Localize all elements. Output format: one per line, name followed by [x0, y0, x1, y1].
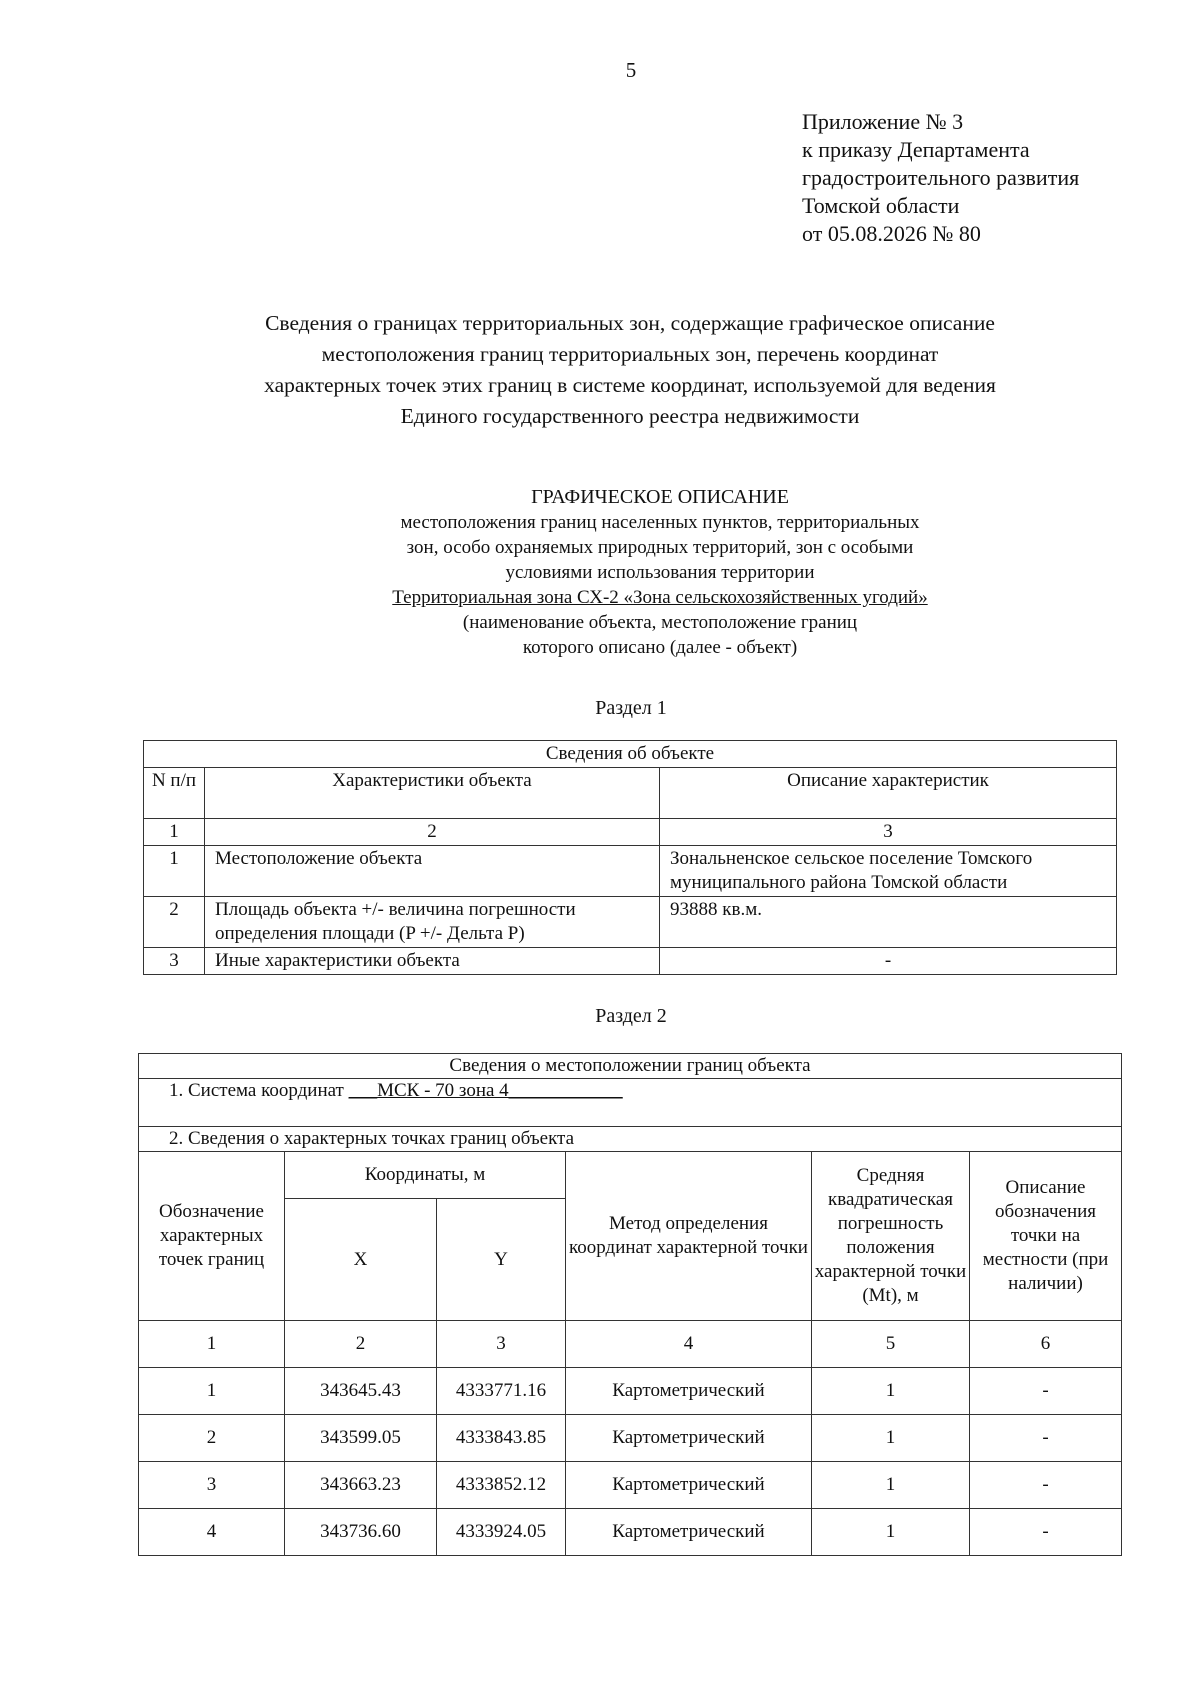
- row-number: 1: [144, 846, 205, 897]
- appendix-line: градостроительного развития: [802, 165, 1080, 190]
- table-title: Сведения об объекте: [144, 741, 1117, 768]
- point-error: 1: [812, 1509, 970, 1556]
- coordinate-system: [139, 1079, 1122, 1127]
- point-x: 343645.43: [285, 1368, 437, 1415]
- column-number: 3: [437, 1321, 566, 1368]
- graphic-description-title: ГРАФИЧЕСКОЕ ОПИСАНИЕ: [531, 486, 789, 508]
- graphic-description-note: (наименование объекта, местоположение границ: [462, 612, 858, 633]
- row-number: 2: [144, 897, 205, 948]
- point-id: 4: [139, 1509, 285, 1556]
- point-y: 4333843.85: [437, 1415, 566, 1462]
- point-method: Картометрический: [566, 1368, 812, 1415]
- column-number: 3: [660, 819, 1117, 846]
- column-header-error: Средняя квадратическая погрешность положения характерной точки (Mt), м: [812, 1152, 970, 1321]
- column-header-point-description: Описание обозначения точки на местности (при наличии): [970, 1152, 1122, 1321]
- table-title: Сведения о местоположении границ объекта: [139, 1054, 1122, 1079]
- description-cell: Зональненское сельское поселение Томского муниципального района Томской области: [660, 846, 1117, 897]
- appendix-line: к приказу Департамента: [802, 137, 1030, 162]
- point-id: 2: [139, 1415, 285, 1462]
- title-line: местоположения границ территориальных зон, перечень координат: [321, 342, 939, 366]
- table-row: [139, 1368, 1122, 1415]
- column-header-method: Метод определения координат характерной точки: [566, 1152, 812, 1321]
- point-error: 1: [812, 1415, 970, 1462]
- point-error: 1: [812, 1368, 970, 1415]
- table-row: [139, 1509, 1122, 1556]
- column-number: 1: [139, 1321, 285, 1368]
- graphic-description-line: условиями использования территории: [505, 562, 815, 583]
- appendix-reference: [802, 108, 1079, 248]
- appendix-line: Приложение № 3: [802, 109, 964, 134]
- graphic-description-line: местоположения границ населенных пунктов, территориальных: [400, 512, 920, 533]
- point-x: 343736.60: [285, 1509, 437, 1556]
- column-header-characteristic: Характеристики объекта: [205, 768, 660, 819]
- graphic-description-block: [240, 485, 1080, 660]
- boundary-points-table: [138, 1053, 1122, 1556]
- section1-title: Раздел 1: [595, 697, 667, 719]
- graphic-description-note: которого описано (далее - объект): [522, 637, 798, 658]
- title-line: характерных точек этих границ в системе координат, используемой для ведения: [264, 373, 996, 397]
- point-y: 4333852.12: [437, 1462, 566, 1509]
- column-header-x: X: [285, 1199, 437, 1321]
- row-number: 3: [144, 948, 205, 975]
- appendix-date-number: от 05.08.2026 № 80: [802, 221, 981, 246]
- point-x: 343599.05: [285, 1415, 437, 1462]
- description-cell: 93888 кв.м.: [660, 897, 1117, 948]
- point-method: Картометрический: [566, 1462, 812, 1509]
- column-number: 1: [144, 819, 205, 846]
- column-header-number: N п/п: [144, 768, 205, 819]
- point-id: 1: [139, 1368, 285, 1415]
- column-header-designation: Обозначение характерных точек границ: [139, 1152, 285, 1321]
- characteristic-cell: Площадь объекта +/- величина погрешности определения площади (P +/- Дельта P): [205, 897, 660, 948]
- point-description: -: [970, 1415, 1122, 1462]
- column-header-description: Описание характеристик: [660, 768, 1117, 819]
- coordinate-system-label: 1. Система координат: [169, 1080, 344, 1101]
- document-title: [160, 308, 1100, 432]
- column-number: 2: [205, 819, 660, 846]
- title-line: Единого государственного реестра недвижимости: [400, 404, 860, 428]
- object-info-table: [143, 740, 1117, 975]
- graphic-description-line: зон, особо охраняемых природных территорий, зон с особыми: [406, 537, 914, 558]
- table-row: [144, 897, 1117, 948]
- column-number: 6: [970, 1321, 1122, 1368]
- description-cell: -: [660, 948, 1117, 975]
- page-number: 5: [625, 58, 637, 82]
- point-y: 4333771.16: [437, 1368, 566, 1415]
- point-description: -: [970, 1462, 1122, 1509]
- column-number: 2: [285, 1321, 437, 1368]
- title-line: Сведения о границах территориальных зон, содержащие графическое описание: [265, 311, 995, 335]
- point-x: 343663.23: [285, 1462, 437, 1509]
- point-error: 1: [812, 1462, 970, 1509]
- point-y: 4333924.05: [437, 1509, 566, 1556]
- appendix-line: Томской области: [802, 193, 960, 218]
- column-header-coordinates: Координаты, м: [285, 1152, 566, 1199]
- zone-name-text: Территориальная зона СХ-2 «Зона сельскохозяйственных угодий»: [392, 587, 928, 608]
- table-row: [139, 1462, 1122, 1509]
- table-row: [139, 1415, 1122, 1462]
- zone-name: [240, 585, 1080, 610]
- section2-title: Раздел 2: [595, 1005, 667, 1027]
- point-description: -: [970, 1509, 1122, 1556]
- coordinate-system-value: ___МСК - 70 зона 4____________: [348, 1080, 623, 1101]
- points-section-label: 2. Сведения о характерных точках границ объекта: [139, 1127, 1122, 1152]
- column-number: 4: [566, 1321, 812, 1368]
- point-method: Картометрический: [566, 1509, 812, 1556]
- point-id: 3: [139, 1462, 285, 1509]
- column-number: 5: [812, 1321, 970, 1368]
- point-method: Картометрический: [566, 1415, 812, 1462]
- table-row: [144, 846, 1117, 897]
- point-description: -: [970, 1368, 1122, 1415]
- column-header-y: Y: [437, 1199, 566, 1321]
- table-row: [144, 948, 1117, 975]
- characteristic-cell: Иные характеристики объекта: [205, 948, 660, 975]
- characteristic-cell: Местоположение объекта: [205, 846, 660, 897]
